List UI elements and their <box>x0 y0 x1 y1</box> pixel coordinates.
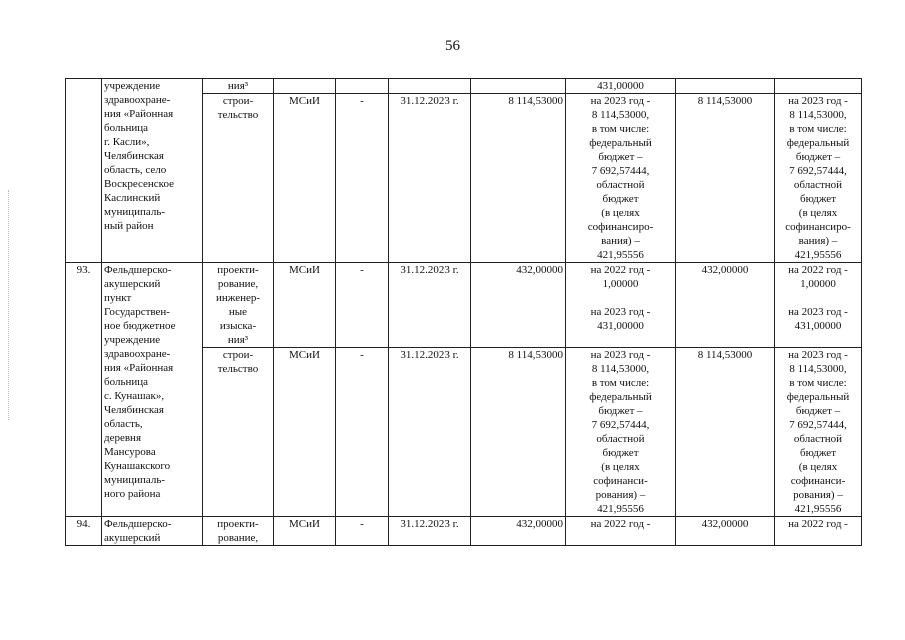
dash-cell: - <box>336 263 389 348</box>
deadline-date: 31.12.2023 г. <box>389 348 471 517</box>
funding-schedule: на 2023 год - 8 114,53000, в том числе: федеральный бюджет – 7 692,57444, областной бюджет (в целях софинанси- рования) – 421,95556 <box>566 348 676 517</box>
customer: МСиИ <box>274 348 336 517</box>
dash-cell: - <box>336 348 389 517</box>
work-type: проекти- рование, <box>203 517 274 546</box>
funding-limit: 432,00000 <box>676 263 775 348</box>
funding-commitments: на 2022 год - <box>775 517 862 546</box>
table-row <box>66 263 862 348</box>
deadline-date: 31.12.2023 г. <box>389 517 471 546</box>
work-type: ния³ <box>203 79 274 94</box>
estimated-cost: 432,00000 <box>471 263 566 348</box>
funding-limit: 432,00000 <box>676 517 775 546</box>
deadline-date: 31.12.2023 г. <box>389 263 471 348</box>
customer <box>274 79 336 94</box>
funding-commitments: на 2023 год - 8 114,53000, в том числе: федеральный бюджет – 7 692,57444, областной бюджет (в целях софинансиро- вания) – 421,95556 <box>775 94 862 263</box>
funding-limit: 8 114,53000 <box>676 348 775 517</box>
object-name: Фельдшерско- акушерский <box>102 517 203 546</box>
estimated-cost: 8 114,53000 <box>471 94 566 263</box>
work-type: строи- тельство <box>203 348 274 517</box>
funding-commitments <box>775 79 862 94</box>
estimated-cost <box>471 79 566 94</box>
funding-commitments: на 2023 год - 8 114,53000, в том числе: федеральный бюджет – 7 692,57444, областной бюджет (в целях софинанси- рования) – 421,95556 <box>775 348 862 517</box>
dash-cell: - <box>336 94 389 263</box>
row-number: 93. <box>66 263 102 517</box>
customer: МСиИ <box>274 517 336 546</box>
funding-schedule: на 2022 год - <box>566 517 676 546</box>
object-name: учреждение здравоохране- ния «Районная больница г. Касли», Челябинская область, село Воскресенское Каслинский муниципаль- ный район <box>102 79 203 263</box>
table-row <box>66 517 862 546</box>
funding-limit <box>676 79 775 94</box>
estimated-cost: 8 114,53000 <box>471 348 566 517</box>
customer: МСиИ <box>274 94 336 263</box>
deadline-date: 31.12.2023 г. <box>389 94 471 263</box>
funding-limit: 8 114,53000 <box>676 94 775 263</box>
row-number <box>66 79 102 263</box>
funding-schedule: на 2022 год - 1,00000 на 2023 год - 431,00000 <box>566 263 676 348</box>
object-name: Фельдшерско- акушерский пункт Государствен- ное бюджетное учреждение здравоохране- ния «Районная больница с. Кунашак», Челябинская область, деревня Мансурова Кунашакского муниципаль- ного района <box>102 263 203 517</box>
customer: МСиИ <box>274 263 336 348</box>
funding-commitments: на 2022 год - 1,00000 на 2023 год - 431,00000 <box>775 263 862 348</box>
table-row <box>66 79 862 94</box>
page-number: 56 <box>445 38 460 54</box>
dash-cell: - <box>336 517 389 546</box>
funding-schedule: 431,00000 <box>566 79 676 94</box>
scan-margin-marks <box>8 190 10 420</box>
work-type: строи- тельство <box>203 94 274 263</box>
funding-schedule: на 2023 год - 8 114,53000, в том числе: федеральный бюджет – 7 692,57444, областной бюджет (в целях софинансиро- вания) – 421,95556 <box>566 94 676 263</box>
estimated-cost: 432,00000 <box>471 517 566 546</box>
deadline-date <box>389 79 471 94</box>
work-type: проекти- рование, инженер- ные изыска- ния³ <box>203 263 274 348</box>
objects-table <box>65 78 862 546</box>
dash-cell <box>336 79 389 94</box>
row-number: 94. <box>66 517 102 546</box>
